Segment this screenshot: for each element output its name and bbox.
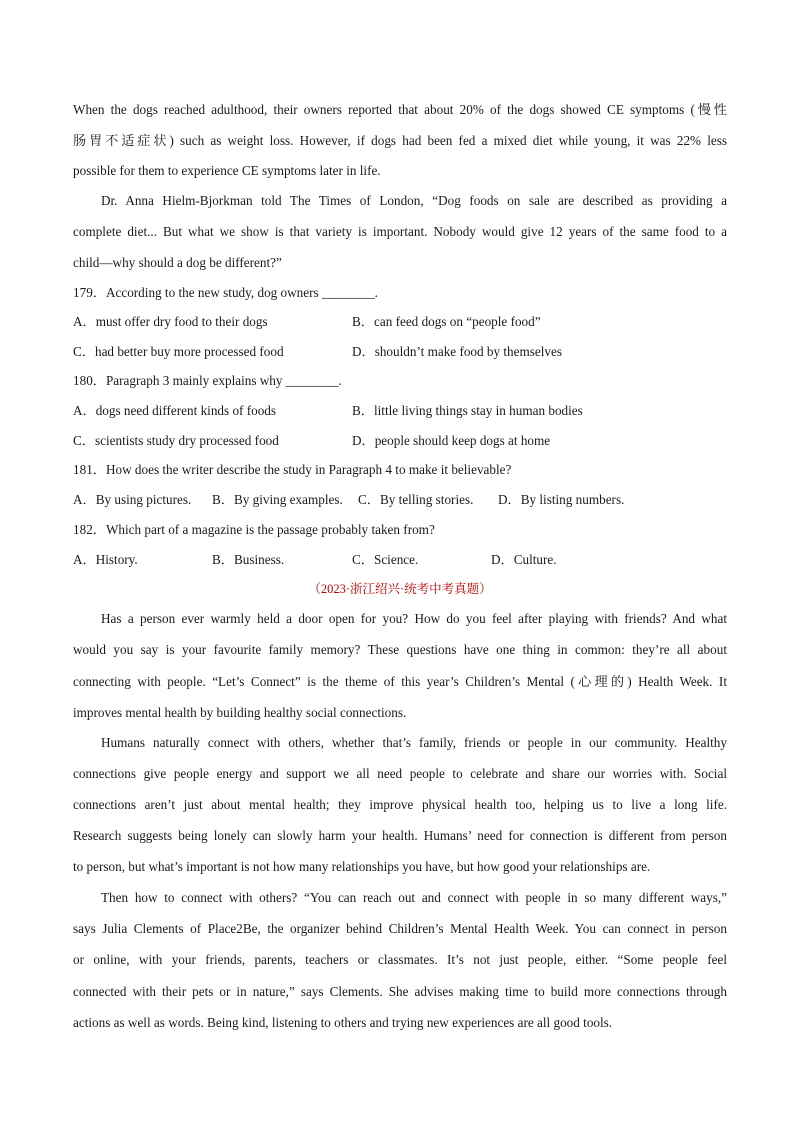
question-179-option-c: C．had better buy more processed food	[73, 344, 284, 359]
passage2-p2-line-1: Humans naturally connect with others, whether that’s family, friends or people in our community. Healthy	[101, 735, 727, 750]
passage2-p1-line-3: connecting with people. “Let’s Connect” is the theme of this year’s Children’s Mental (心理的) Health Week. It	[73, 674, 727, 689]
question-181-option-c: C．By telling stories.	[358, 492, 474, 507]
question-180-option-a: A．dogs need different kinds of foods	[73, 403, 277, 418]
question-182-stem: 182．Which part of a magazine is the passage probably taken from?	[73, 522, 435, 537]
question-181-option-b: B．By giving examples.	[212, 492, 343, 507]
passage2-p3-line-1: Then how to connect with others? “You can reach out and connect with people in so many different ways,”	[101, 890, 727, 905]
passage2-p3-line-5: actions as well as words. Being kind, listening to others and trying new experiences are all good tools.	[73, 1015, 613, 1030]
passage1-line-2: 肠胃不适症状) such as weight loss. However, if dogs had been fed a mixed diet while young, it was 22% less	[73, 133, 727, 148]
question-181-option-d: D．By listing numbers.	[498, 492, 625, 507]
passage1-line-1: When the dogs reached adulthood, their owners reported that about 20% of the dogs showed CE symptoms (慢性	[73, 102, 727, 117]
passage2-p1-line-2: would you say is your favourite family memory? These questions have one thing in common: they’re all about	[73, 642, 727, 657]
question-180-option-d: D．people should keep dogs at home	[352, 433, 551, 448]
question-179-stem: 179．According to the new study, dog owners ________.	[73, 285, 378, 300]
question-181-option-a: A．By using pictures.	[73, 492, 192, 507]
question-182-option-b: B．Business.	[212, 552, 285, 567]
question-182-option-a: A．History.	[73, 552, 138, 567]
question-180-stem: 180．Paragraph 3 mainly explains why ________.	[73, 373, 342, 388]
passage2-p2-line-2: connections give people energy and support we all need people to celebrate and share our worries with. Social	[73, 766, 727, 781]
question-179-option-d: D．shouldn’t make food by themselves	[352, 344, 562, 359]
passage2-p1-line-4: improves mental health by building healthy social connections.	[73, 705, 407, 720]
question-182-option-d: D．Culture.	[491, 552, 557, 567]
passage1-quote-line-3: child—why should a dog be different?”	[73, 255, 282, 270]
passage2-p2-line-4: Research suggests being lonely can slowly harm your health. Humans’ need for connection is different from person	[73, 828, 727, 843]
question-182-option-c: C．Science.	[352, 552, 419, 567]
question-180-option-c: C．scientists study dry processed food	[73, 433, 279, 448]
passage2-p1-line-1: Has a person ever warmly held a door open for you? How do you feel after playing with friends? And what	[101, 611, 727, 626]
passage1-quote-line-2: complete diet... But what we show is that variety is important. Nobody would give 12 years of the same food to a	[73, 224, 727, 239]
passage1-line-3: possible for them to experience CE symptoms later in life.	[73, 163, 381, 178]
question-179-option-b: B．can feed dogs on “people food”	[352, 314, 541, 329]
question-179-option-a: A．must offer dry food to their dogs	[73, 314, 268, 329]
passage2-p2-line-3: connections aren’t just about mental health; they improve physical health too, helping us to live a long life.	[73, 797, 727, 812]
passage2-p3-line-4: connected with their pets or in nature,” says Clements. She advises making time to build more connections through	[73, 984, 727, 999]
passage2-p3-line-2: says Julia Clements of Place2Be, the organizer behind Children’s Mental Health Week. You can connect in person	[73, 921, 727, 936]
question-181-stem: 181．How does the writer describe the study in Paragraph 4 to make it believable?	[73, 462, 512, 477]
passage2-p2-line-5: to person, but what’s important is not how many relationships you have, but how good your relationships are.	[73, 859, 651, 874]
section-heading: （2023·浙江绍兴·统考中考真题）	[308, 582, 492, 596]
question-180-option-b: B．little living things stay in human bodies	[352, 403, 583, 418]
passage1-quote-line-1: Dr. Anna Hielm-Bjorkman told The Times of London, “Dog foods on sale are described as providing a	[101, 193, 727, 208]
passage2-p3-line-3: or online, with your friends, parents, teachers or classmates. It’s not just people, either. “Some people feel	[73, 952, 727, 967]
